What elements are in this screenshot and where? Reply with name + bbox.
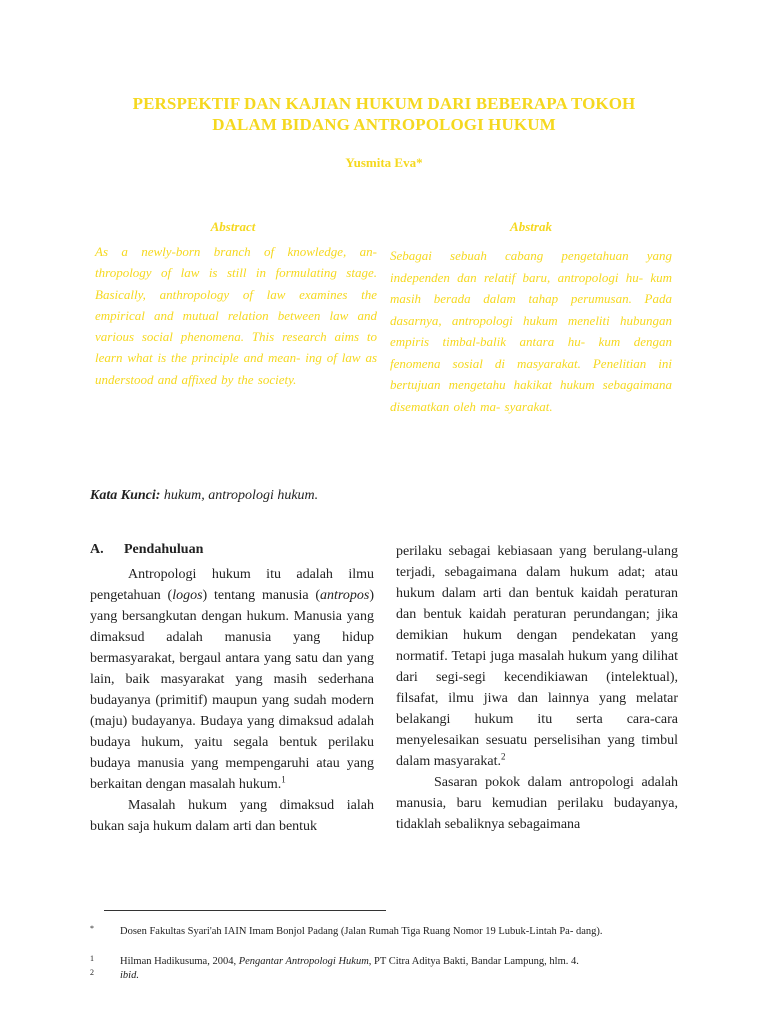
footnote-ref-2: 2: [500, 751, 506, 762]
footnote-2: [90, 969, 680, 983]
right-column: [396, 541, 678, 835]
footnote-text: Dosen Fakultas Syari'ah IAIN Imam Bonjol Padang (Jalan Rumah Tiga Ruang Nomor 19 Lubuk-Lintah Pa- dang).: [120, 926, 603, 937]
footnote-rule: [104, 910, 386, 911]
text-run-italic: Pengantar Antropologi Hukum: [238, 956, 369, 967]
left-paragraph-1: [90, 564, 374, 795]
footnote-author: [90, 925, 680, 939]
abstrak-heading: Abstrak: [510, 219, 552, 234]
text-run: , PT Citra Aditya Bakti, Bandar Lampung, hlm. 4.: [368, 956, 579, 967]
author-name: Yusmita Eva*: [345, 155, 423, 170]
title-line-2: DALAM BIDANG ANTROPOLOGI HUKUM: [212, 115, 556, 134]
text-run: Hilman Hadikusuma, 2004,: [120, 956, 239, 967]
left-column: [90, 564, 374, 837]
right-paragraph-1: [396, 541, 678, 772]
keywords: [90, 488, 318, 504]
abstract-heading: Abstract: [210, 219, 256, 234]
footnote-1: [90, 955, 680, 969]
text-run-italic: logos: [172, 588, 203, 603]
text-run: ) tentang manusia (: [202, 588, 321, 603]
text-run: perilaku sebagai kebiasaan yang berulang-ulang terjadi, sebagaimana dalam hukum adat; atau hukum dalam arti dan bentuk kaidah peraturan dan bentuk kaidah peraturan perundangan; jika demikian hukum dengan pendekatan yang normatif. Tetapi juga masalah hukum yang dilihat dari segi-segi kecendikiawan (intelektual), filsafat, ilmu jiwa dan lainnya yang melatar belakangi hukum itu serta cara-cara menyelesaikan sesuatu perselisihan yang timbul dalam masyarakat.: [396, 544, 678, 769]
paper-title: [60, 93, 708, 135]
footnote-ref-1: 1: [281, 774, 286, 785]
left-paragraph-2: Masalah hukum yang dimaksud ialah bukan saja hukum dalam arti dan bentuk: [90, 798, 374, 834]
text-run: ) yang bersangkutan dengan hukum. Manusia yang dimaksud adalah manusia yang hidup bermasyarakat, bergaul antara yang satu dan yang lain, baik masyarakat yang masih sederhana budayanya (primitif) maupun yang sudah modern (maju) budayanya. Budaya yang dimaksud adalah budaya hukum, yaitu segala bentuk perilaku budaya manusia yang mempengaruhi atau yang berkaitan dengan masalah hukum.: [90, 588, 374, 792]
keywords-value: hukum, antropologi hukum.: [163, 488, 319, 503]
footnote-text: [90, 955, 680, 969]
title-line-1: PERSPEKTIF DAN KAJIAN HUKUM DARI BEBERAPA TOKOH: [132, 94, 636, 113]
footnote-text: ibid.: [120, 970, 139, 981]
text-run-italic: antropos: [320, 588, 370, 603]
footnote-mark: *: [90, 924, 94, 933]
footnote-mark: 2: [90, 968, 94, 977]
right-paragraph-2: Sasaran pokok dalam antropologi adalah manusia, baru kemudian perilaku budayanya, tidaklah sebaliknya sebagaimana: [396, 775, 678, 832]
section-number: A.: [90, 542, 104, 557]
section-title: Pendahuluan: [124, 542, 204, 557]
footnote-mark: 1: [90, 954, 94, 963]
abstract-text: As a newly-born branch of knowledge, an- thropology of law is still in formulating stage. Basically, anthropology of law examines the empirical and mutual relation between law and various social phenomena. This research aims to learn what is the principle and mean- ing of law as understood and affixed by the society.: [95, 244, 377, 387]
keywords-label: Kata Kunci:: [90, 488, 161, 503]
abstrak-text: Sebagai sebuah cabang pengetahuan yang independen dan relatif baru, antropologi hu- kum masih berada dalam tahap perumusan. Pada dasarnya, antropologi hukum meneliti hubungan empiris timbal-balik antara hu- kum dengan fenomena sosial di masyarakat. Penelitian ini bertujuan mengetahu hakikat hukum sebagaimana disematkan oleh ma- syarakat.: [390, 248, 672, 414]
section-heading: [90, 542, 203, 558]
text-run: Antropologi hukum itu adalah ilmu pengetahuan (: [90, 567, 374, 603]
